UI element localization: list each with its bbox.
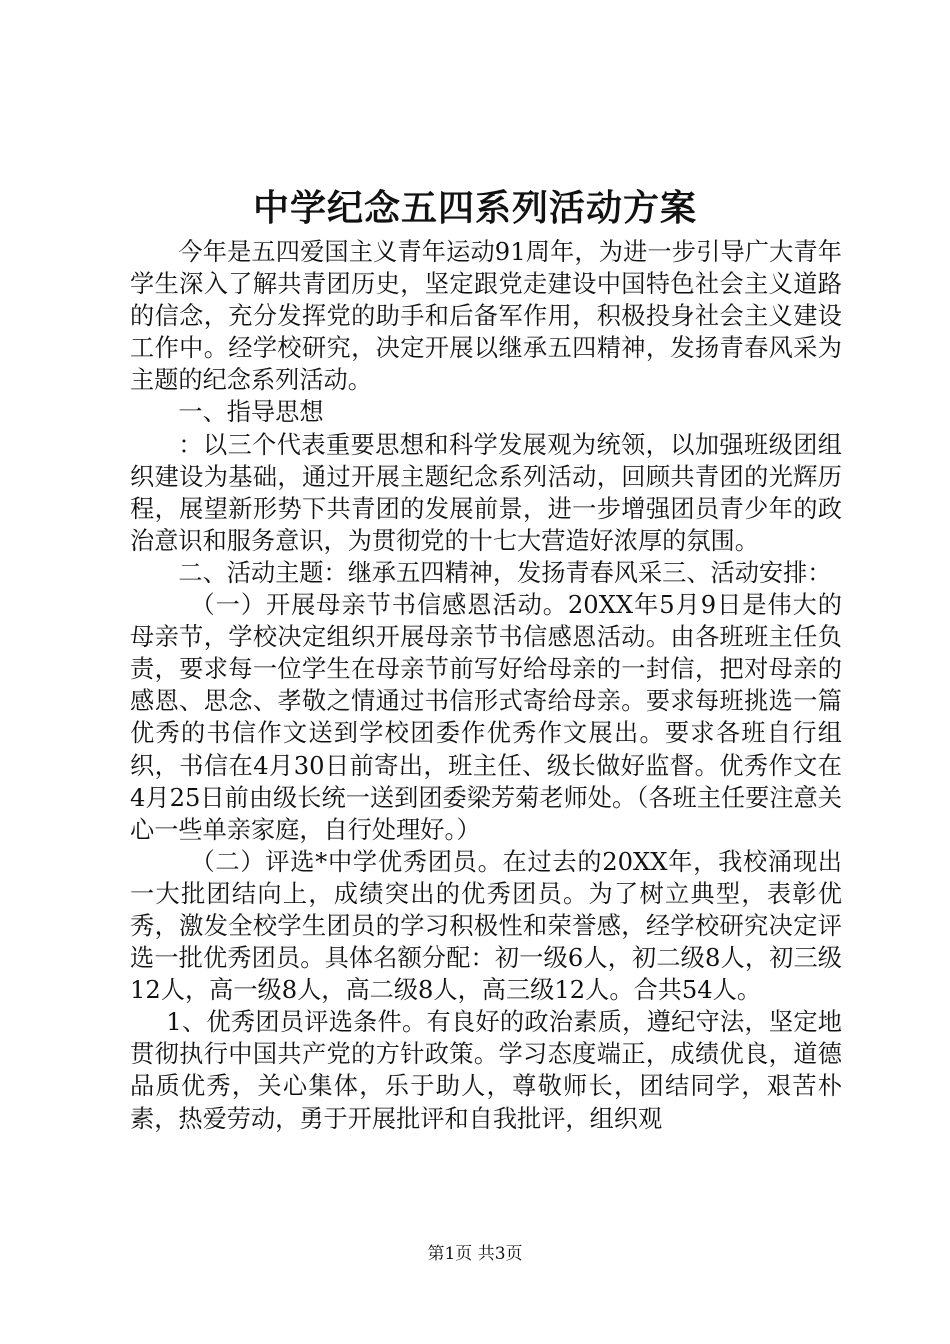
paragraph-intro: 今年是五四爱国主义青年运动91周年，为进一步引导广大青年学生深入了解共青团历史，坚定跟党走建设中国特色社会主义道路的信念，充分发挥党的助手和后备军作用，积极投身社会主义建设工作中。经学校研究，决定开展以继承五四精神，发扬青春风采为主题的纪念系列活动。 xyxy=(130,238,842,395)
paragraph-guiding-thought: ：以三个代表重要思想和科学发展观为统领，以加强班级团组织建设为基础，通过开展主题纪念系列活动，回顾共青团的光辉历程，展望新形势下共青团的发展前景，进一步增强团员青少年的政治意识和服务意识，为贯彻党的十七大营造好浓厚的氛围。 xyxy=(130,430,842,555)
paragraph-mothers-day-activity: （一）开展母亲节书信感恩活动。20XX年5月9日是伟大的母亲节，学校决定组织开展母亲节书信感恩活动。由各班班主任负责，要求每一位学生在母亲节前写好给母亲的一封信，把对母亲的感恩、思念、孝敬之情通过书信形式寄给母亲。要求每班挑选一篇优秀的书信作文送到学校团委作优秀作文展出。要求各班自行组织，书信在4月30日前寄出，班主任、级长做好监督。优秀作文在4月25日前由级长统一送到团委梁芳菊老师处。（各班主任要注意关心一些单亲家庭，自行处理好。） xyxy=(130,591,842,844)
heading-theme-and-arrangement: 二、活动主题：继承五四精神，发扬青春风采三、活动安排： xyxy=(178,558,832,587)
heading-guiding-thought: 一、指导思想 xyxy=(178,398,324,427)
page-number-footer: 第1页 共3页 xyxy=(427,1244,523,1264)
paragraph-outstanding-members: （二）评选*中学优秀团员。在过去的20XX年，我校涌现出一大批团结向上，成绩突出的优秀团员。为了树立典型，表彰优秀，激发全校学生团员的学习积极性和荣誉感，经学校研究决定评选一批优秀团员。具体名额分配：初一级6人，初二级8人，初三级12人，高一级8人，高二级8人，高三级12人。合共54人。 xyxy=(130,847,842,1005)
document-title: 中学纪念五四系列活动方案 xyxy=(252,187,697,229)
paragraph-selection-criteria: 1、优秀团员评选条件。有良好的政治素质，遵纪守法，坚定地贯彻执行中国共产党的方针政策。学习态度端正，成绩优良，道德品质优秀，关心集体，乐于助人，尊敬师长，团结同学，艰苦朴素，热爱劳动，勇于开展批评和自我批评，组织观 xyxy=(130,1008,842,1133)
document-body xyxy=(130,236,842,1135)
